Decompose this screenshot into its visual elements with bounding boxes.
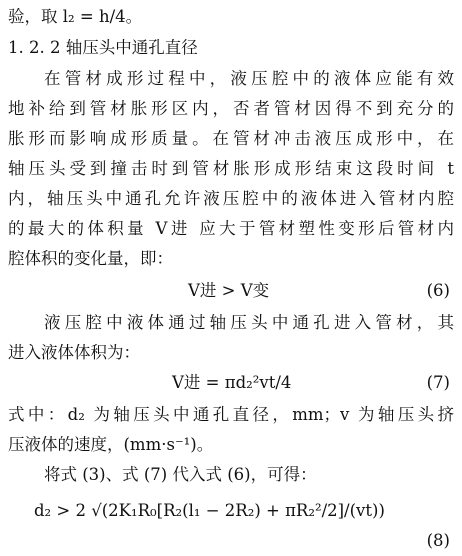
paragraph-1-line-5: 内，轴压头中通孔允许液压腔中的液体进入管材内腔 (8, 189, 454, 208)
paragraph-3-line-1: 式中：d₂ 为轴压头中通孔直径，mm；v 为轴压头挤 (8, 405, 454, 424)
paragraph-1-line-3: 胀形而影响成形质量。在管材冲击液压成形中，在 (8, 129, 454, 148)
paragraph-1-line-4: 轴压头受到撞击时到管材胀形成形结束这段时间 t (8, 159, 454, 178)
equation-6-number: (6) (426, 281, 450, 300)
equation-7: V进 = πd₂²vt/4 (172, 373, 292, 392)
paragraph-2-line-2: 进入液体体积为： (8, 343, 140, 362)
paragraph-4: 将式 (3)、式 (7) 代入式 (6)，可得： (44, 465, 317, 484)
section-heading-text: 1. 2. 2 轴压头中通孔直径 (8, 38, 198, 57)
paragraph-1-line-1: 在管材成形过程中，液压腔中的液体应能有效 (44, 69, 454, 88)
paragraph-1-line-6: 的最大的体积量 V进 应大于管材塑性变形后管材内 (8, 219, 454, 238)
text-line-1 (8, 6, 454, 28)
equation-8: d₂ > 2 √(2K₁R₀[R₂(l₁ − 2R₂) + πR₂²/2]/(vt)) (34, 501, 385, 520)
paragraph-1-line-2: 地补给到管材胀形区内，否者管材因得不到充分的 (8, 99, 454, 118)
equation-8-number: (8) (426, 531, 450, 550)
paragraph-2-line-1: 液压腔中液体通过轴压头中通孔进入管材，其 (44, 313, 454, 332)
equation-7-number: (7) (426, 373, 450, 392)
equation-6: V进 > V变 (188, 281, 270, 300)
paragraph-3-line-2: 压液体的速度，(mm·s⁻¹)。 (8, 435, 214, 454)
text-line-1-content: 验，取 l₂ = h/4。 (8, 7, 143, 26)
section-heading (8, 37, 454, 59)
paragraph-1-line-7: 腔体积的变化量，即： (8, 249, 173, 268)
